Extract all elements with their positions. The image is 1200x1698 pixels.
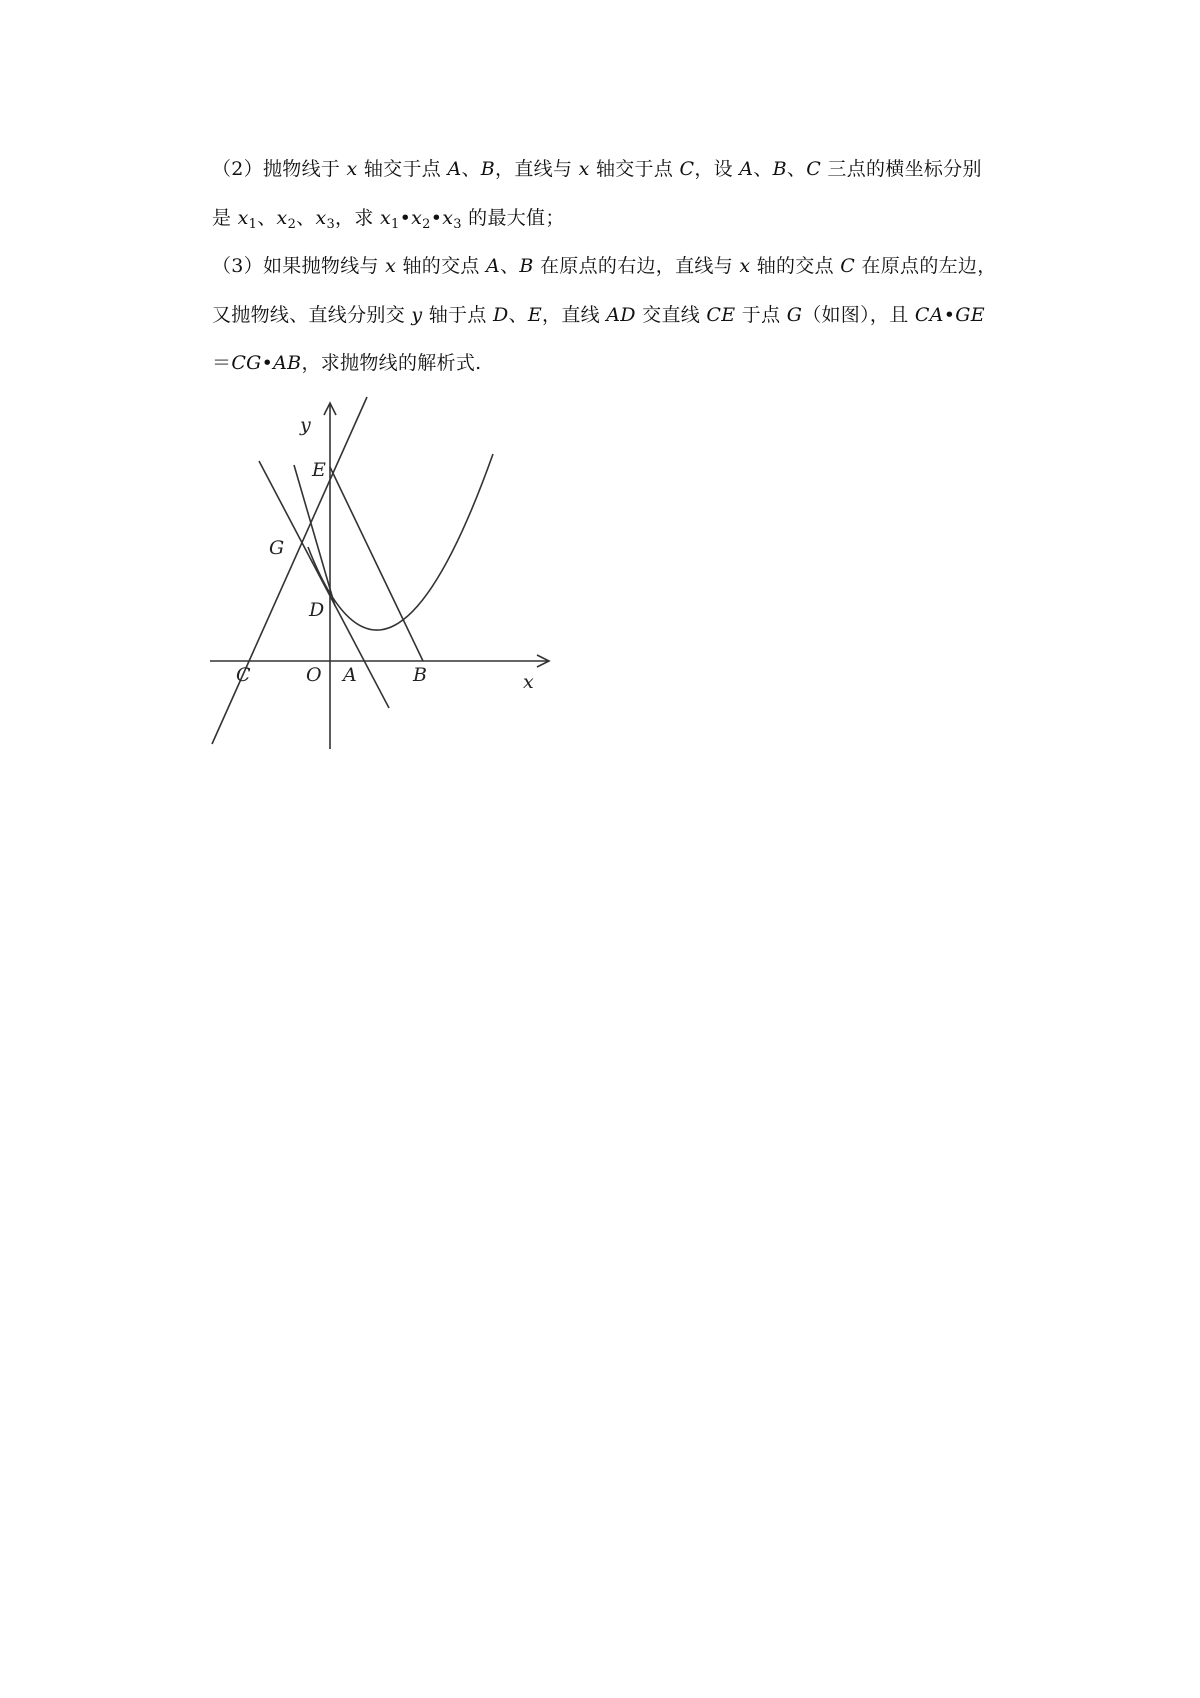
var-y: y — [411, 304, 423, 326]
var-x: x — [442, 207, 454, 229]
text: 轴于点 — [422, 304, 493, 326]
separator: 、 — [257, 207, 277, 229]
figure-svg — [205, 394, 555, 754]
point-a: A — [486, 255, 501, 277]
var-x: x — [276, 207, 288, 229]
point-d: D — [492, 304, 509, 326]
text: 是 — [212, 207, 238, 229]
label-c: C — [236, 664, 251, 686]
text: （3）如果抛物线与 — [212, 255, 386, 277]
line-ce: CE — [706, 304, 736, 326]
text: 轴交于点 — [589, 158, 680, 180]
text: 又抛物线、直线分别交 — [212, 304, 412, 326]
point-c: C — [806, 158, 822, 180]
var-x: x — [578, 158, 590, 180]
text: 三点的横坐标分别 — [821, 158, 982, 180]
point-e: E — [527, 304, 543, 326]
var-x: x — [385, 255, 397, 277]
text: 交直线 — [635, 304, 707, 326]
text: ，求抛物线的解析式. — [301, 352, 482, 374]
dot-operator: • — [261, 352, 274, 374]
label-o: O — [306, 664, 322, 686]
point-b: B — [519, 255, 534, 277]
dot-operator: • — [943, 304, 956, 326]
separator: 、 — [461, 158, 481, 180]
dot-operator: • — [430, 207, 443, 229]
subscript: 2 — [422, 217, 431, 232]
point-g: G — [786, 304, 803, 326]
equals-sign: ＝ — [212, 352, 232, 374]
text: 在原点的右边，直线与 — [533, 255, 740, 277]
var-x: x — [739, 255, 751, 277]
part2-line2 — [212, 205, 1032, 231]
subscript: 1 — [248, 217, 258, 232]
var-x: x — [346, 158, 358, 180]
part3-line1 — [212, 253, 1032, 279]
label-g: G — [269, 537, 285, 559]
label-a: A — [343, 664, 357, 686]
subscript: 2 — [287, 217, 297, 232]
point-b: B — [480, 158, 496, 180]
line-ce — [212, 397, 367, 744]
text: （如图），且 — [802, 304, 915, 326]
label-x: x — [523, 671, 534, 693]
separator: 、 — [508, 304, 528, 326]
segment-ab: AB — [273, 352, 302, 374]
text: ，直线 — [542, 304, 607, 326]
part3-line3 — [212, 350, 1032, 376]
geometry-figure — [205, 394, 555, 754]
subscript: 1 — [391, 217, 400, 232]
label-d: D — [309, 599, 325, 621]
text: 于点 — [735, 304, 787, 326]
segment-cg: CG — [231, 352, 262, 374]
text: 轴的交点 — [396, 255, 487, 277]
separator: 、 — [500, 255, 520, 277]
var-x: x — [411, 207, 423, 229]
segment-ca: CA — [914, 304, 944, 326]
point-c: C — [840, 255, 856, 277]
separator: 、 — [753, 158, 773, 180]
text: ，求 — [335, 207, 380, 229]
line-ad — [259, 461, 389, 708]
dot-operator: • — [399, 207, 412, 229]
text: 在原点的左边， — [855, 255, 997, 277]
text: （2）抛物线于 — [212, 158, 347, 180]
label-y: y — [300, 414, 311, 436]
text: ，直线与 — [495, 158, 579, 180]
subscript: 3 — [326, 217, 336, 232]
var-x: x — [237, 207, 249, 229]
line-through-d — [294, 465, 335, 606]
point-b: B — [772, 158, 787, 180]
separator: 、 — [296, 207, 316, 229]
segment-eb — [330, 467, 423, 661]
text: 轴交于点 — [357, 158, 448, 180]
separator: 、 — [786, 158, 807, 180]
line-ad: AD — [606, 304, 636, 326]
label-e: E — [312, 459, 326, 481]
point-a: A — [447, 158, 462, 180]
part2-line1 — [212, 156, 1032, 182]
segment-ge: GE — [955, 304, 985, 326]
label-b: B — [413, 664, 427, 686]
text: 的最大值； — [461, 207, 565, 229]
subscript: 3 — [453, 217, 462, 232]
part3-line2 — [212, 302, 1032, 328]
text: 轴的交点 — [750, 255, 841, 277]
text: ，设 — [694, 158, 740, 180]
var-x: x — [315, 207, 327, 229]
point-c: C — [679, 158, 695, 180]
point-a: A — [739, 158, 754, 180]
var-x: x — [380, 207, 392, 229]
